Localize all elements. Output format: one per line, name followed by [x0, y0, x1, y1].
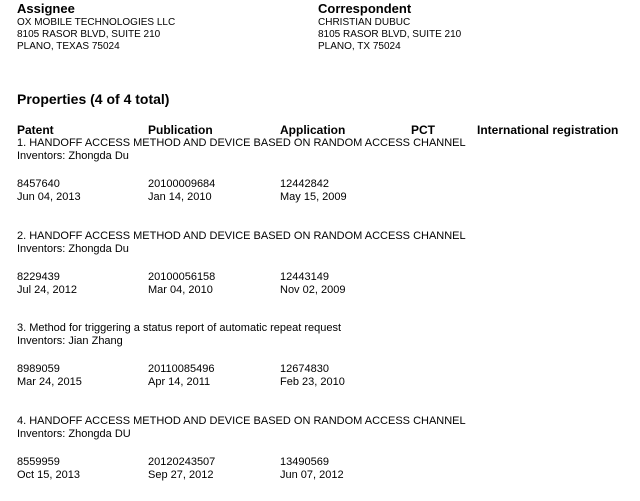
property-title: 4. HANDOFF ACCESS METHOD AND DEVICE BASED ON RANDOM ACCESS CHANNEL: [17, 415, 466, 427]
publication-number: 20100009684: [148, 178, 216, 190]
patent-number: 8229439: [17, 271, 60, 283]
patent-number: 8457640: [17, 178, 60, 190]
assignee-street: 8105 RASOR BLVD, SUITE 210: [17, 29, 161, 40]
property-item: [0, 137, 640, 203]
publication-date: Jan 14, 2010: [148, 191, 212, 203]
correspondent-street: 8105 RASOR BLVD, SUITE 210: [318, 29, 462, 40]
correspondent-city: PLANO, TX 75024: [318, 41, 401, 52]
publication-number: 20100056158: [148, 271, 216, 283]
property-inventors: Inventors: Zhongda Du: [17, 150, 129, 162]
application-number: 12442842: [280, 178, 329, 190]
column-header-international-registration: International registration: [477, 123, 619, 137]
publication-number: 20120243507: [148, 456, 216, 468]
property-title: 3. Method for triggering a status report of automatic repeat request: [17, 322, 342, 334]
application-number: 12674830: [280, 363, 329, 375]
property-inventors: Inventors: Zhongda Du: [17, 243, 129, 255]
column-header-publication: Publication: [148, 123, 213, 137]
publication-date: Mar 04, 2010: [148, 284, 213, 296]
correspondent-heading: Correspondent: [318, 1, 412, 16]
correspondent-name: CHRISTIAN DUBUC: [318, 17, 411, 28]
properties-title: Properties (4 of 4 total): [17, 91, 170, 107]
publication-date: Apr 14, 2011: [148, 376, 211, 388]
assignee-heading: Assignee: [17, 1, 75, 16]
correspondent-block: [318, 2, 618, 53]
property-inventors: Inventors: Zhongda DU: [17, 428, 131, 440]
publication-date: Sep 27, 2012: [148, 469, 214, 481]
property-title: 1. HANDOFF ACCESS METHOD AND DEVICE BASED ON RANDOM ACCESS CHANNEL: [17, 137, 466, 149]
patent-date: Jul 24, 2012: [17, 284, 77, 296]
column-header-pct: PCT: [411, 123, 435, 137]
property-inventors: Inventors: Jian Zhang: [17, 335, 123, 347]
patent-date: Mar 24, 2015: [17, 376, 82, 388]
column-header-application: Application: [280, 123, 346, 137]
application-number: 12443149: [280, 271, 329, 283]
properties-column-headers: [0, 122, 640, 138]
application-date: May 15, 2009: [280, 191, 347, 203]
column-header-patent: Patent: [17, 123, 54, 137]
property-item: [0, 230, 640, 296]
patent-number: 8989059: [17, 363, 60, 375]
assignee-name: OX MOBILE TECHNOLOGIES LLC: [17, 17, 176, 28]
application-date: Feb 23, 2010: [280, 376, 345, 388]
assignee-city: PLANO, TEXAS 75024: [17, 41, 120, 52]
assignee-block: [17, 2, 317, 53]
patent-date: Oct 15, 2013: [17, 469, 80, 481]
property-item: [0, 415, 640, 481]
patent-number: 8559959: [17, 456, 60, 468]
property-item: [0, 322, 640, 388]
property-title: 2. HANDOFF ACCESS METHOD AND DEVICE BASED ON RANDOM ACCESS CHANNEL: [17, 230, 466, 242]
publication-number: 20110085496: [148, 363, 215, 375]
application-date: Jun 07, 2012: [280, 469, 344, 481]
application-date: Nov 02, 2009: [280, 284, 346, 296]
patent-date: Jun 04, 2013: [17, 191, 81, 203]
application-number: 13490569: [280, 456, 329, 468]
